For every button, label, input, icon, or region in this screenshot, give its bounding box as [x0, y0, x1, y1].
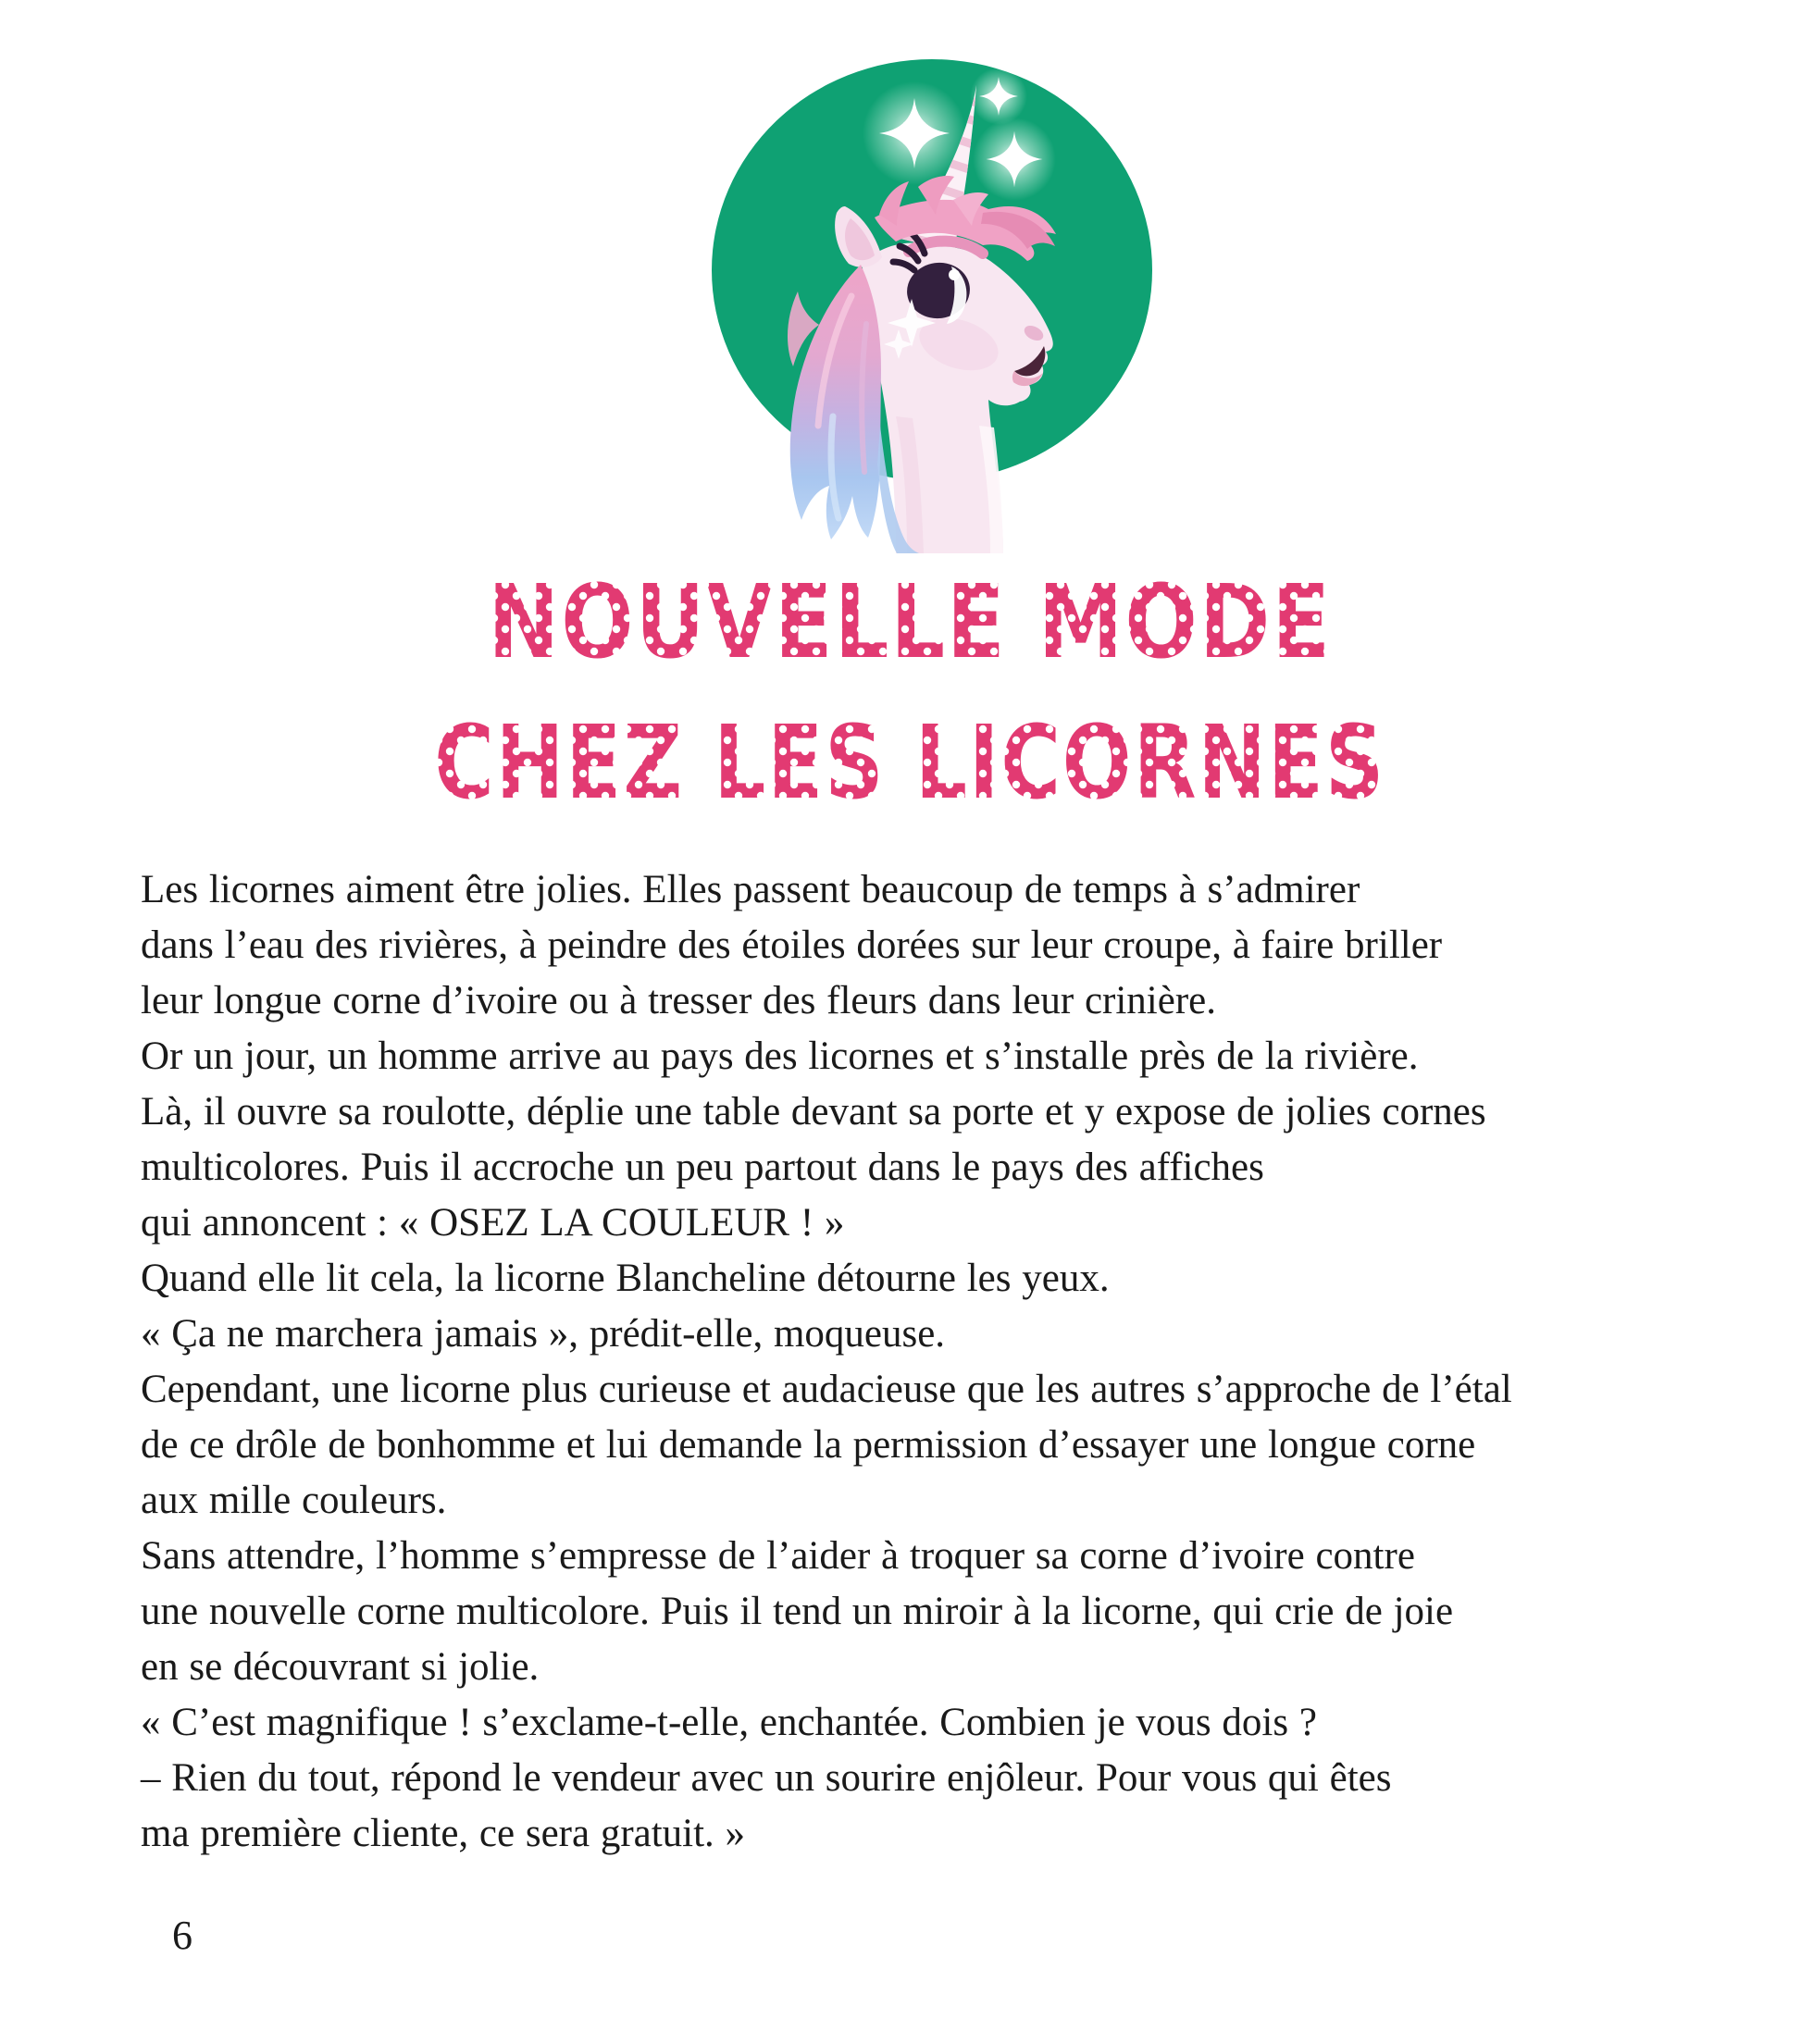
- story-line: une nouvelle corne multicolore. Puis il tend un miroir à la licorne, qui crie de joie: [141, 1590, 1454, 1633]
- story-line: Cependant, une licorne plus curieuse et audacieuse que les autres s’approche de l’étal: [141, 1368, 1512, 1411]
- story-line: « C’est magnifique ! s’exclame-t-elle, enchantée. Combien je vous dois ?: [141, 1701, 1317, 1744]
- story-line: en se découvrant si jolie.: [141, 1645, 540, 1689]
- story-line: Quand elle lit cela, la licorne Blancheline détourne les yeux.: [141, 1257, 1110, 1300]
- story-line: Sans attendre, l’homme s’empresse de l’aider à troquer sa corne d’ivoire contre: [141, 1534, 1415, 1578]
- story-line: aux mille couleurs.: [141, 1479, 447, 1522]
- sparkle-icon: [970, 68, 1027, 125]
- story-line: leur longue corne d’ivoire ou à tresser des fleurs dans leur crinière.: [141, 979, 1216, 1022]
- title-line-1: NOUVELLE MODE: [488, 563, 1332, 681]
- story-line: qui annoncent : « OSEZ LA COULEUR ! »: [141, 1201, 845, 1245]
- story-line: dans l’eau des rivières, à peindre des étoiles dorées sur leur croupe, à faire briller: [141, 923, 1443, 967]
- story-line: multicolores. Puis il accroche un peu partout dans le pays des affiches: [141, 1146, 1264, 1189]
- unicorn-illustration: [555, 19, 1259, 555]
- title-line-2: CHEZ LES LICORNES: [434, 703, 1385, 822]
- page-number: 6: [172, 1913, 193, 1958]
- story-text: [141, 862, 1695, 1862]
- chapter-title: [0, 546, 1801, 842]
- story-line: « Ça ne marchera jamais », prédit-elle, moqueuse.: [141, 1312, 946, 1356]
- story-line: ma première cliente, ce sera gratuit. »: [141, 1812, 746, 1855]
- story-line: – Rien du tout, répond le vendeur avec un sourire enjôleur. Pour vous qui êtes: [141, 1756, 1392, 1800]
- story-line: Les licornes aiment être jolies. Elles passent beaucoup de temps à s’admirer: [141, 868, 1360, 911]
- story-line: Là, il ouvre sa roulotte, déplie une table devant sa porte et y expose de jolies cornes: [141, 1090, 1486, 1133]
- story-line: de ce drôle de bonhomme et lui demande la permission d’essayer une longue corne: [141, 1423, 1476, 1467]
- sparkle-icon: [973, 118, 1056, 201]
- story-line: Or un jour, un homme arrive au pays des licornes et s’installe près de la rivière.: [141, 1034, 1419, 1078]
